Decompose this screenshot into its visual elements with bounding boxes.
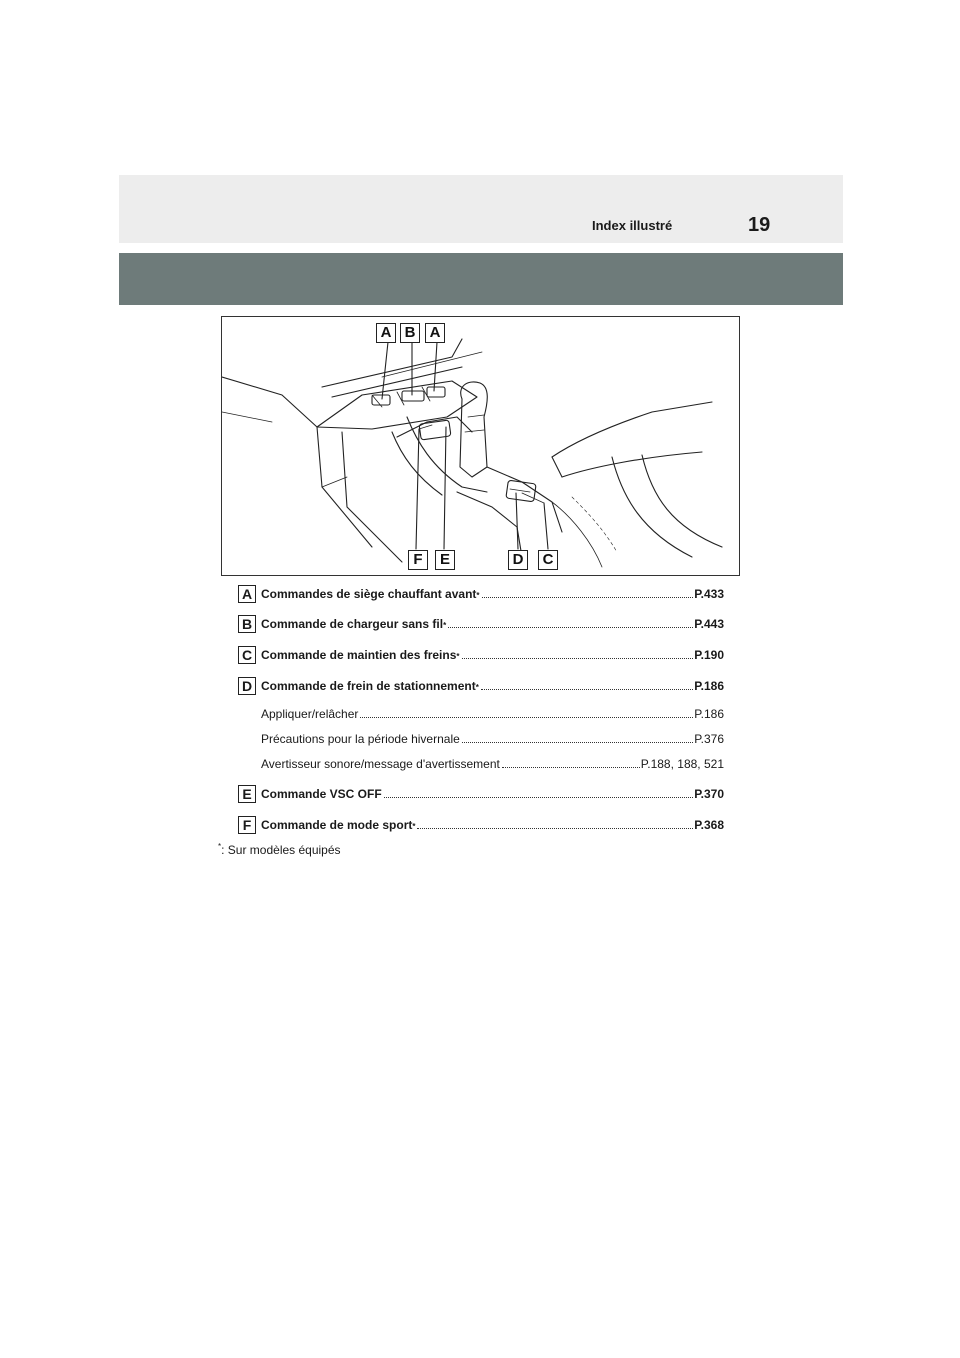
entry-line <box>261 787 724 801</box>
callout-top-b: B <box>400 323 420 343</box>
page-ref[interactable]: P.376 <box>694 732 724 746</box>
entry-label: Commande de chargeur sans fil <box>261 617 444 631</box>
section-title: Index illustré <box>592 218 673 233</box>
page-ref[interactable]: P.186 <box>694 679 724 693</box>
sub-entry-line <box>261 757 724 771</box>
footnote-marker: * <box>218 842 222 851</box>
entry-label: Commande de maintien des freins <box>261 648 457 662</box>
sub-entry-label: Appliquer/relâcher <box>261 707 359 721</box>
dot-leader <box>384 797 694 798</box>
entry-line <box>261 648 724 662</box>
sub-entry-line <box>261 732 724 746</box>
callout-bottom-d: D <box>508 550 528 570</box>
dot-leader <box>462 658 694 659</box>
asterisk-marker: * <box>443 621 447 630</box>
entry-label: Commandes de siège chauffant avant <box>261 587 477 601</box>
entry-a <box>238 585 724 605</box>
entry-label: Commande de frein de stationnement <box>261 679 476 693</box>
asterisk-marker: * <box>412 822 416 831</box>
entry-b <box>238 615 724 635</box>
entry-key: A <box>238 585 256 603</box>
asterisk-marker: * <box>456 652 460 661</box>
asterisk-marker: * <box>476 591 480 600</box>
entry-key: D <box>238 677 256 695</box>
callout-bottom-e: E <box>435 550 455 570</box>
entry-line <box>261 679 724 693</box>
entry-key: F <box>238 816 256 834</box>
page-ref[interactable]: P.443 <box>694 617 724 631</box>
sub-entry <box>261 732 724 750</box>
entry-e <box>238 785 724 805</box>
console-drawing <box>222 317 740 576</box>
console-illustration <box>221 316 740 576</box>
page-ref[interactable]: P.186 <box>694 707 724 721</box>
callout-bottom-c: C <box>538 550 558 570</box>
page-ref[interactable]: P.188, 188, 521 <box>640 757 724 771</box>
entry-key: E <box>238 785 256 803</box>
entry-key: B <box>238 615 256 633</box>
dot-leader <box>482 597 694 598</box>
dot-leader <box>462 742 693 743</box>
entry-line <box>261 818 724 832</box>
callout-top-a-left: A <box>376 323 396 343</box>
callout-top-a-right: A <box>425 323 445 343</box>
dot-leader <box>481 689 693 690</box>
page-ref[interactable]: P.190 <box>694 648 724 662</box>
entry-key: C <box>238 646 256 664</box>
sub-entry-label: Précautions pour la période hivernale <box>261 732 460 746</box>
sub-entry <box>261 757 724 775</box>
dot-leader <box>417 828 693 829</box>
dot-leader <box>360 717 693 718</box>
entry-label: Commande VSC OFF <box>261 787 382 801</box>
footnote <box>218 842 341 857</box>
entry-label: Commande de mode sport <box>261 818 413 832</box>
dot-leader <box>502 767 640 768</box>
entry-d <box>238 677 724 697</box>
callout-bottom-f: F <box>408 550 428 570</box>
footnote-text: : Sur modèles équipés <box>221 843 341 857</box>
entry-line <box>261 587 724 601</box>
section-band <box>119 253 843 305</box>
page-ref[interactable]: P.368 <box>694 818 724 832</box>
sub-entry-line <box>261 707 724 721</box>
asterisk-marker: * <box>475 683 479 692</box>
page-number: 19 <box>748 214 771 236</box>
header-band <box>119 175 843 243</box>
sub-entry-label: Avertisseur sonore/message d'avertissement <box>261 757 500 771</box>
page-ref[interactable]: P.433 <box>694 587 724 601</box>
entry-c <box>238 646 724 666</box>
entry-f <box>238 816 724 836</box>
entry-line <box>261 617 724 631</box>
dot-leader <box>448 627 693 628</box>
sub-entry <box>261 707 724 725</box>
page-ref[interactable]: P.370 <box>694 787 724 801</box>
